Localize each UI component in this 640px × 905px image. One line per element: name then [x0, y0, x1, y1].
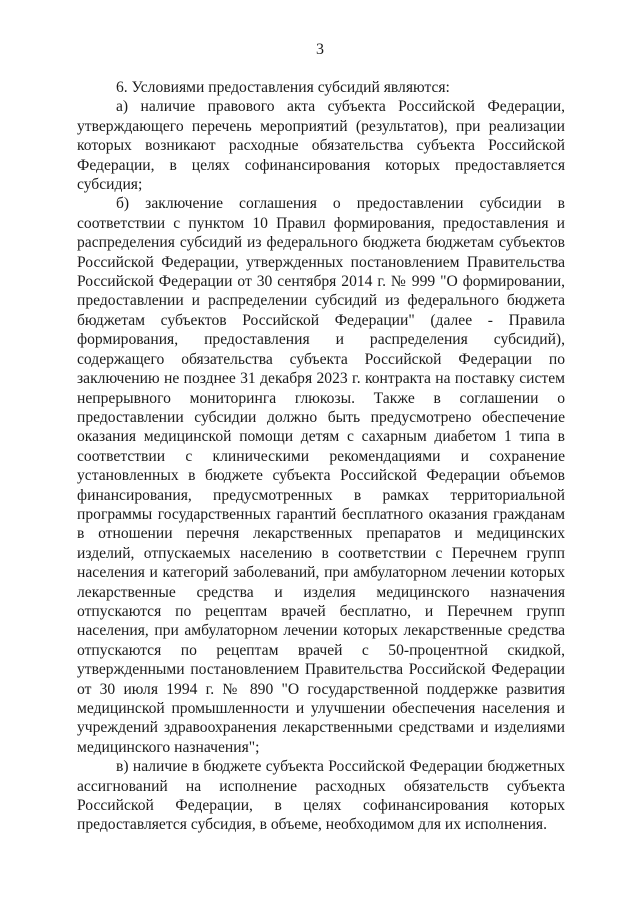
paragraph-condition-c: в) наличие в бюджете субъекта Российской Федерации бюджетных ассигнований на исполнение расходных обязательств субъекта Российской Федерации, в целях софинансирования которых предоставляется субсидия, в объеме, необходимом для их исполнения. — [77, 758, 565, 834]
page-number: 3 — [316, 41, 324, 58]
paragraph-condition-b: б) заключение соглашения о предоставлении субсидии в соответствии с пунктом 10 Правил формирования, предоставления и распределения субсидий из федерального бюджета бюджетам субъектов Российской Федерации, утвержденных постановлением Правительства Российской Федерации от 30 сентября 2014 г. № 999 "О формировании, предоставлении и распределении субсидий из федерального бюджета бюджетам субъектов Российской Федерации" (далее - Правила формирования, предоставления и распределения субсидий), содержащего обязательства субъекта Российской Федерации по заключению не позднее 31 декабря 2023 г. контракта на поставку систем непрерывного мониторинга глюкозы. Также в соглашении о предоставлении субсидии должно быть предусмотрено обеспечение оказания медицинской помощи детям с сахарным диабетом 1 типа в соответствии с клиническими рекомендациями и сохранение установленных в бюджете субъекта Российской Федерации объемов финансирования, предусмотренных в рамках территориальной программы государственных гарантий бесплатного оказания гражданам в отношении перечня лекарственных препаратов и медицинских изделий, отпускаемых населению в соответствии с Перечнем групп населения и категорий заболеваний, при амбулаторном лечении которых лекарственные средства и изделия медицинского назначения отпускаются по рецептам врачей бесплатно, и Перечнем групп населения, при амбулаторном лечении которых лекарственные средства отпускаются по рецептам врачей с 50-процентной скидкой, утвержденными постановлением Правительства Российской Федерации от 30 июля 1994 г. № 890 "О государственной поддержке развития медицинской промышленности и улучшении обеспечения населения и учреждений здравоохранения лекарственными средствами и изделиями медицинского назначения"; — [77, 195, 565, 756]
paragraph-condition-a: а) наличие правового акта субъекта Российской Федерации, утверждающего перечень мероприятий (результатов), при реализации которых возникают расходные обязательства субъекта Российской Федерации, в целях софинансирования которых предоставляется субсидия; — [77, 98, 565, 194]
paragraph-conditions-heading: 6. Условиями предоставления субсидий являются: — [116, 79, 450, 96]
document-body — [77, 78, 565, 835]
